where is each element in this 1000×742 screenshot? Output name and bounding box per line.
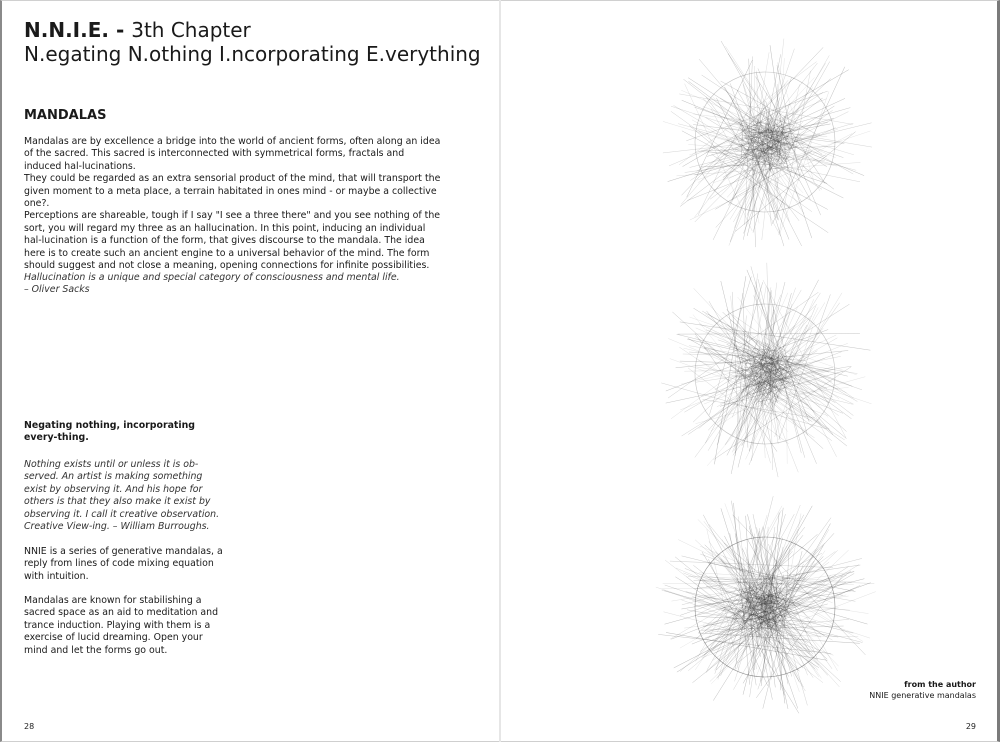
intro-paragraph: Perceptions are shareable, tough if I say "I see a three there" and you see nothing of the sort, you will regard my three as an hallucination. In this point, inducing an individual hal-lucination is a function of the form, that gives discourse to the mandala. The idea here is to create such an ancient engine to a universal behavior of the mind. The form should suggest and not close a meaning, opening connections for infinite possibilities.: [24, 210, 441, 272]
sidebar-paragraph-1: NNIE is a series of generative mandalas, a reply from lines of code mixing equation with intuition.: [24, 546, 223, 582]
chapter-abbr: N.N.I.E.: [24, 18, 109, 42]
intro-paragraph: Mandalas are by excellence a bridge into the world of ancient forms, often along an idea of the sacred. This sacred is interconnected with symmetrical forms, fractals and induced hal-lucinations.: [24, 136, 441, 172]
mandala-lines: [661, 263, 871, 477]
section-title: MANDALAS: [24, 108, 107, 123]
credit-line-2: NNIE generative mandalas: [869, 691, 976, 700]
sidebar-paragraph-2: Mandalas are known for stabilishing a sacred space as an aid to meditation and trance induction. Playing with them is a exercise of lucid dreaming. Open your mind and let the forms go out.: [24, 595, 219, 656]
mandala-image-3: [650, 495, 880, 720]
page-number-right: 29: [965, 722, 976, 731]
credit-line-1: from the author: [904, 680, 976, 689]
mandala-image-2: [650, 262, 880, 487]
burroughs-quote: Nothing exists until or unless it is ob-served. An artist is making something exist by observing it. And his hope for others is that they also make it exist by observing it. I call it creative observation. Creative View-ing. – William Burroughs.: [24, 459, 220, 533]
image-credit: [869, 679, 976, 701]
chapter-heading: [24, 18, 251, 42]
chapter-label: 3th Chapter: [131, 18, 251, 42]
chapter-subtitle: N.egating N.othing I.ncorporating E.verything: [24, 42, 481, 66]
book-spine: [499, 0, 501, 742]
sacks-quote-text: Hallucination is a unique and special category of consciousness and mental life.: [24, 272, 400, 283]
sacks-quote: [24, 272, 444, 297]
mandala-image-1: [650, 30, 880, 255]
sidebar-heading: Negating nothing, incorporating every-thing.: [24, 420, 195, 444]
chapter-separator: -: [108, 18, 132, 42]
mandala-lines: [656, 496, 876, 713]
intro-paragraph: They could be regarded as an extra sensorial product of the mind, that will transport the given moment to a meta place, a terrain habitated in ones mind - or maybe a collective one?.: [24, 173, 441, 210]
page-number-left: 28: [24, 722, 35, 731]
mandala-lines: [663, 39, 872, 248]
sacks-quote-author: – Oliver Sacks: [24, 284, 90, 296]
intro-text: [24, 136, 444, 272]
